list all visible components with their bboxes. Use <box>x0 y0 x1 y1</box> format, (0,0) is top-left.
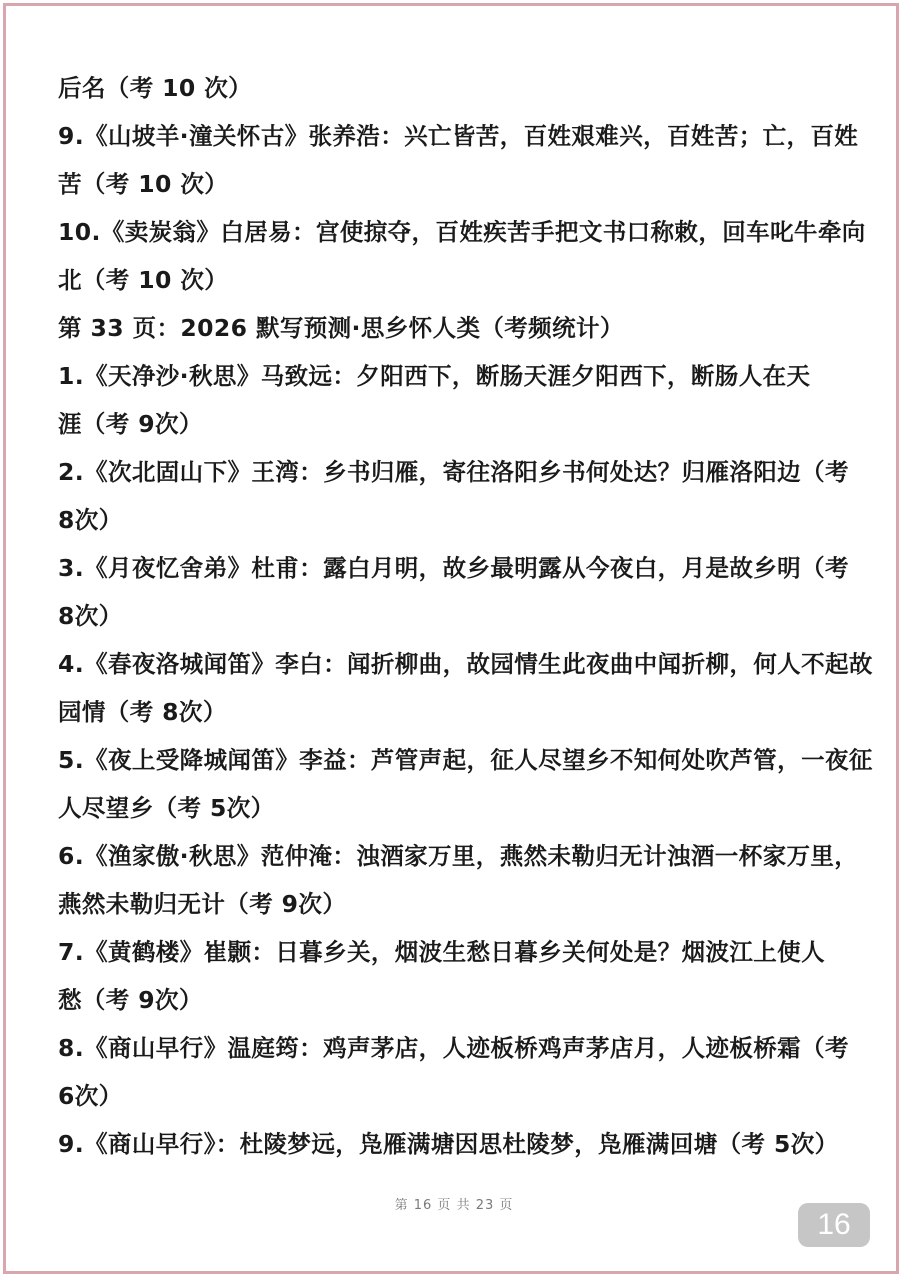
text-line: 人尽望乡（考 5次） <box>58 794 275 822</box>
text-line: 6.《渔家傲·秋思》范仲淹：浊酒家万里，燕然未勒归无计浊酒一杯家万里， <box>58 842 859 870</box>
text-line: 5.《夜上受降城闻笛》李益：芦管声起，征人尽望乡不知何处吹芦管，一夜征 <box>58 746 873 774</box>
text-line: 8次） <box>58 602 123 630</box>
text-line: 后名（考 10 次） <box>58 74 253 102</box>
text-line: 10.《卖炭翁》白居易：宫使掠夺，百姓疾苦手把文书口称敕，回车叱牛牵向 <box>58 218 866 246</box>
page-number-badge: 16 <box>798 1203 870 1247</box>
text-line: 9.《商山早行》：杜陵梦远，凫雁满塘因思杜陵梦，凫雁满回塘（考 5次） <box>58 1130 839 1158</box>
text-line: 苦（考 10 次） <box>58 170 229 198</box>
text-line: 愁（考 9次） <box>58 986 203 1014</box>
document-body <box>58 64 873 1168</box>
text-line: 北（考 10 次） <box>58 266 229 294</box>
page-footer: 第 16 页 共 23 页 <box>394 1198 514 1213</box>
section-heading: 第 33 页：2026 默写预测·思乡怀人类（考频统计） <box>58 314 624 342</box>
text-line: 燕然未勒归无计（考 9次） <box>58 890 347 918</box>
text-line: 9.《山坡羊·潼关怀古》张养浩：兴亡皆苦，百姓艰难兴，百姓苦；亡，百姓 <box>58 122 859 150</box>
document-page <box>3 3 899 1274</box>
text-line: 3.《月夜忆舍弟》杜甫：露白月明，故乡最明露从今夜白，月是故乡明（考 <box>58 554 849 582</box>
text-line: 4.《春夜洛城闻笛》李白：闻折柳曲，故园情生此夜曲中闻折柳，何人不起故 <box>58 650 873 678</box>
text-line: 6次） <box>58 1082 123 1110</box>
text-line: 2.《次北固山下》王湾：乡书归雁，寄往洛阳乡书何处达？归雁洛阳边（考 <box>58 458 849 486</box>
text-line: 涯（考 9次） <box>58 410 203 438</box>
text-line: 园情（考 8次） <box>58 698 227 726</box>
text-line: 8次） <box>58 506 123 534</box>
text-line: 1.《天净沙·秋思》马致远：夕阳西下，断肠天涯夕阳西下，断肠人在天 <box>58 362 811 390</box>
text-line: 8.《商山早行》温庭筠：鸡声茅店，人迹板桥鸡声茅店月，人迹板桥霜（考 <box>58 1034 849 1062</box>
text-line: 7.《黄鹤楼》崔颢：日暮乡关，烟波生愁日暮乡关何处是？烟波江上使人 <box>58 938 825 966</box>
